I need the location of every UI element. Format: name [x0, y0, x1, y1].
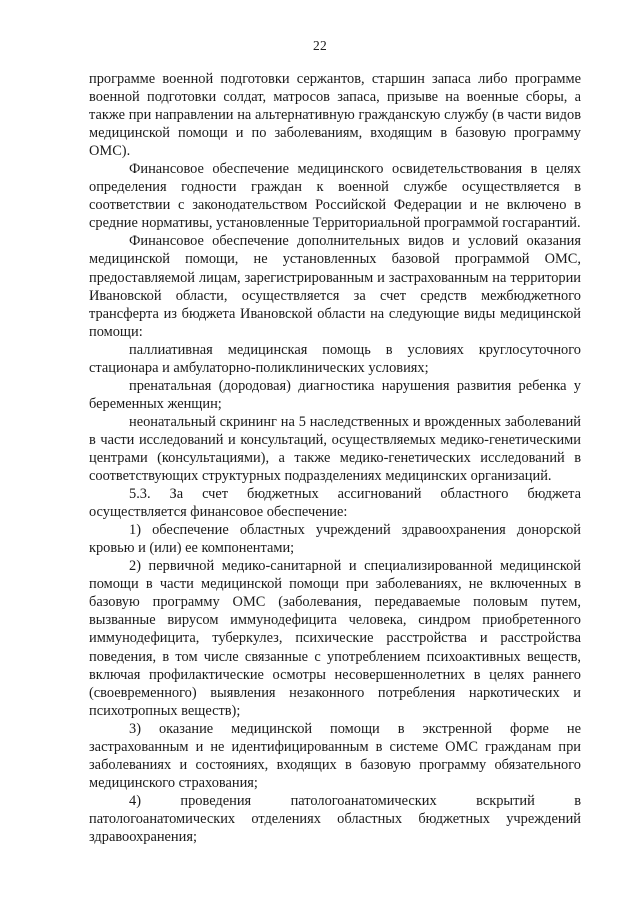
page-number: 22 [312, 38, 328, 53]
list-item-4-autopsies: 4) проведения патологоанатомических вскрытий в патологоанатомических отделениях областных бюджетных учреждений здравоохранения; [89, 792, 581, 845]
list-item-prenatal-diagnostics: пренатальная (дородовая) диагностика нарушения развития ребенка у беременных женщин; [89, 377, 581, 412]
list-item-palliative-care: паллиативная медицинская помощь в условиях круглосуточного стационара и амбулаторно-поликлинических условиях; [89, 341, 581, 376]
section-heading-5-3: 5.3. За счет бюджетных ассигнований областного бюджета осуществляется финансовое обеспечение: [89, 486, 581, 521]
paragraph-medical-examination-funding: Финансовое обеспечение медицинского освидетельствования в целях определения годности граждан к военной службе осуществляется в соответствии с законодательством Российской Федерации и не включено в средние нормативы, установленные Территориальной программой госгарантий. [89, 161, 581, 232]
document-body [89, 70, 581, 846]
list-item-neonatal-screening: неонатальный скрининг на 5 наследственных и врожденных заболеваний в части исследований и консультаций, осуществляемых медико-генетическими центрами (консультациями), а также медико-генетических исследований в соответствующих структурных подразделениях медицинских организаций. [89, 413, 581, 485]
list-item-2-primary-specialized-care: 2) первичной медико-санитарной и специализированной медицинской помощи в части медицинской помощи при заболеваниях, не включенных в базовую программу ОМС (заболевания, передаваемые половым путем, вызванные вирусом иммунодефицита человека, синдром приобретенного иммунодефицита, туберкулез, психические расстройства и расстройства поведения, в том числе связанные с употреблением психоактивных веществ, включая профилактические осмотры несовершеннолетних в целях раннего (своевременного) выявления незаконного потребления наркотических и психотропных веществ); [89, 558, 581, 719]
list-item-3-emergency-care: 3) оказание медицинской помощи в экстренной форме не застрахованным и не идентифицированным в системе ОМС гражданам при заболеваниях и состояниях, входящих в базовую программу обязательного медицинского страхования; [89, 720, 581, 791]
list-item-1-donor-blood: 1) обеспечение областных учреждений здравоохранения донорской кровью и (или) ее компонентами; [89, 522, 581, 557]
paragraph-continuation: программе военной подготовки сержантов, старшин запаса либо программе военной подготовки солдат, матросов запаса, призыве на военные сборы, а также при направлении на альтернативную гражданскую службу (в части видов медицинской помощи и по заболеваниям, входящим в базовую программу ОМС). [89, 71, 581, 160]
paragraph-additional-care-funding: Финансовое обеспечение дополнительных видов и условий оказания медицинской помощи, не установленных базовой программой ОМС, предоставляемой лицам, зарегистрированным и застрахованным на территории Ивановской области, осуществляется за счет средств межбюджетного трансферта из бюджета Ивановской области на следующие виды медицинской помощи: [89, 233, 581, 340]
